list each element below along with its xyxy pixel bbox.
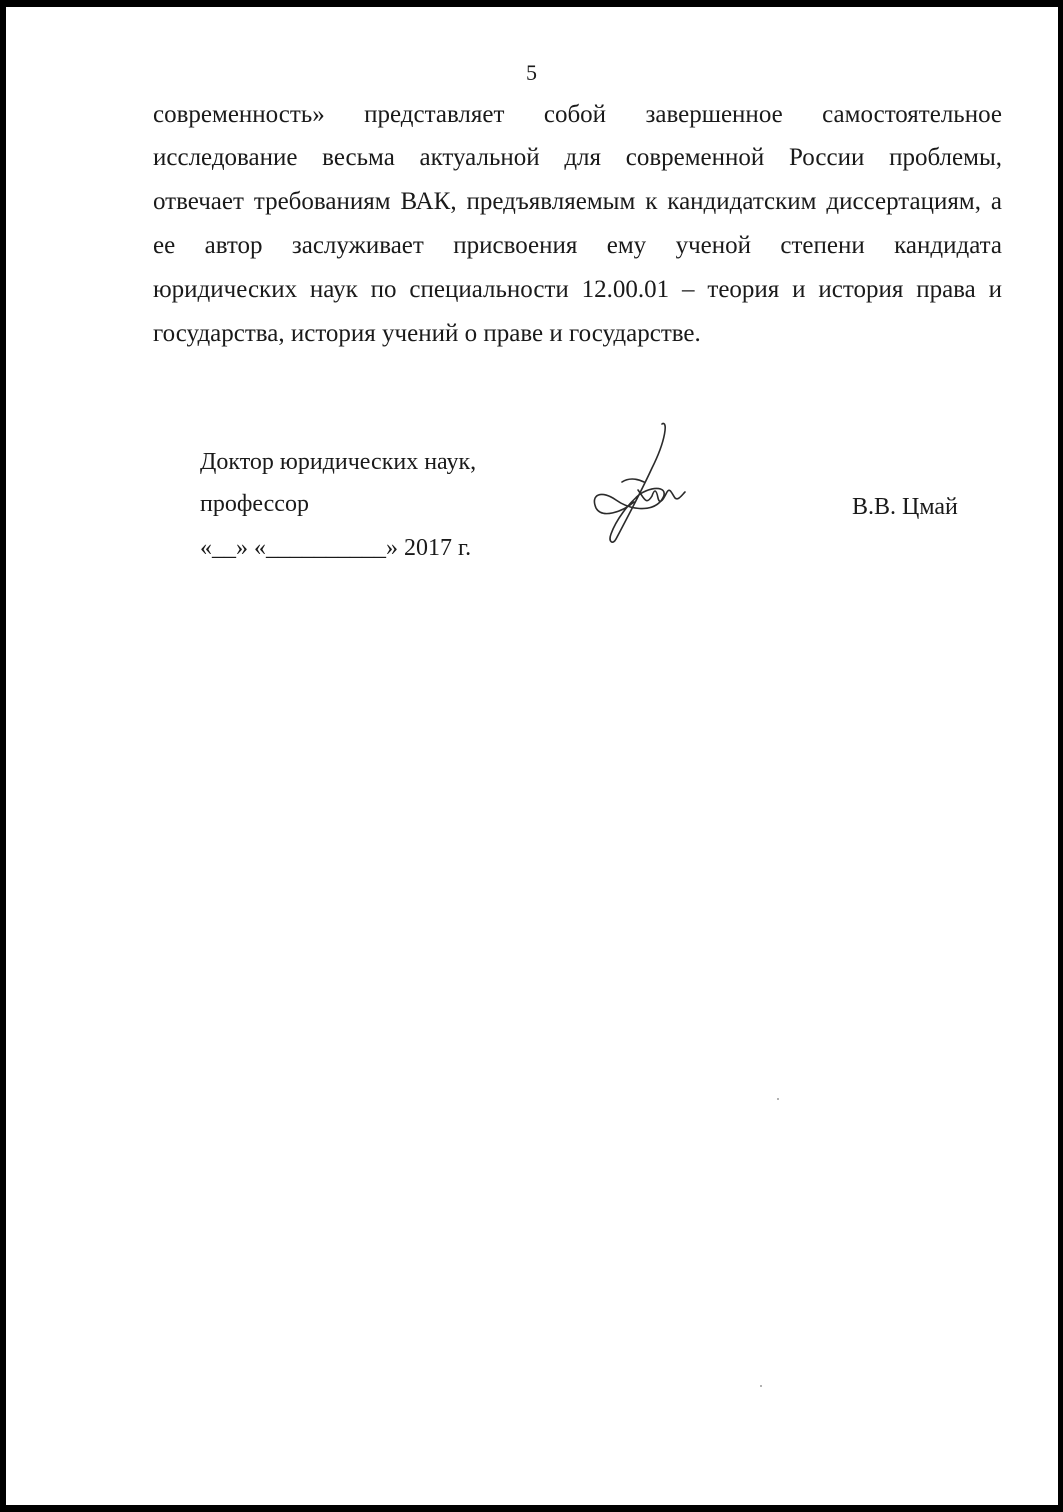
signer-name: В.В. Цмай [852, 494, 958, 520]
signature-date-line: «__» «__________» 2017 г. [200, 535, 472, 561]
body-text-line-4: ее автор заслуживает присвоения ему ученой степени кандидата [153, 232, 1002, 259]
scan-speck [760, 1385, 762, 1387]
signer-title: профессор [200, 491, 309, 517]
handwritten-signature [582, 418, 688, 546]
signer-degree: Доктор юридических наук, [200, 449, 477, 475]
page-number: 5 [526, 60, 537, 85]
body-text-line-5: юридических наук по специальности 12.00.01 – теория и история права и [153, 276, 1002, 303]
body-text-line-1: современность» представляет собой завершенное самостоятельное [153, 101, 1002, 128]
body-text-line-2: исследование весьма актуальной для современной России проблемы, [153, 144, 1002, 171]
scan-speck [777, 1098, 779, 1100]
body-text-line-3: отвечает требованиям ВАК, предъявляемым к кандидатским диссертациям, а [153, 188, 1002, 215]
body-text-line-6: государства, история учений о праве и государстве. [153, 320, 701, 347]
